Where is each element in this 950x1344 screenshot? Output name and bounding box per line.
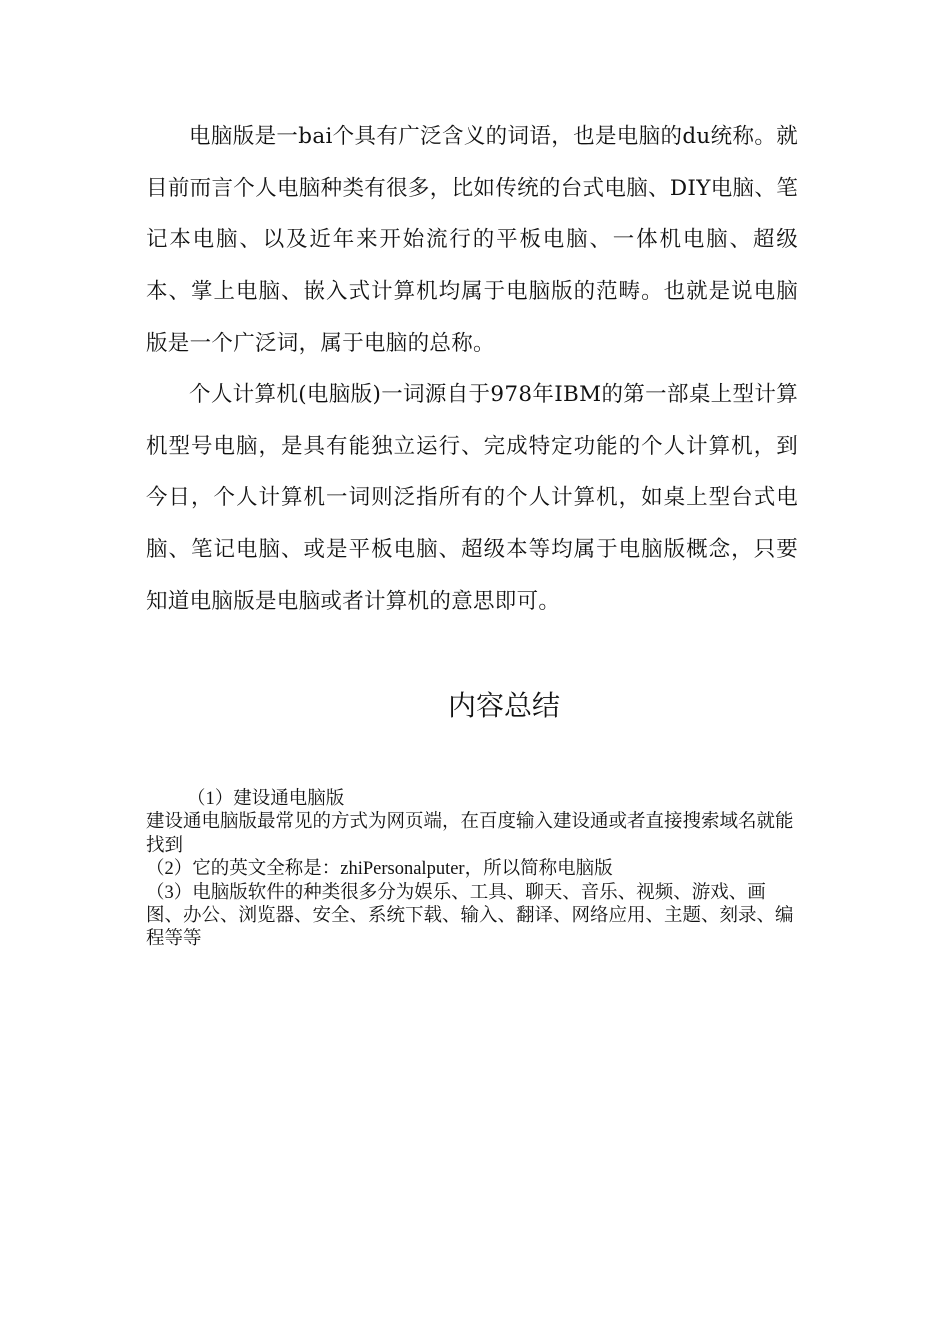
summary-item: 建设通电脑版最常见的方式为网页端，在百度输入建设通或者直接搜索域名就能找到 bbox=[146, 812, 794, 856]
summary-item: （1）建设通电脑版 bbox=[187, 789, 345, 809]
summary-item: （3）电脑版软件的种类很多分为娱乐、工具、聊天、音乐、视频、游戏、画图、办公、浏览器、安全、系统下载、输入、翻译、网络应用、主题、刻录、编程等等 bbox=[146, 882, 794, 950]
body-paragraph: 个人计算机(电脑版)一词源自于978年IBM的第一部桌上型计算机型号电脑，是具有能独立运行、完成特定功能的个人计算机，到今日，个人计算机一词则泛指所有的个人计算机，如桌上型台式电脑、笔记电脑、或是平板电脑、超级本等均属于电脑版概念，只要知道电脑版是电脑或者计算机的意思即可。 bbox=[146, 382, 798, 614]
summary-heading: 内容总结 bbox=[447, 689, 560, 722]
body-paragraph: 电脑版是一bai个具有广泛含义的词语，也是电脑的du统称。就目前而言个人电脑种类有很多，比如传统的台式电脑、DIY电脑、笔记本电脑、以及近年来开始流行的平板电脑、一体机电脑、超级本、掌上电脑、嵌入式计算机均属于电脑版的范畴。也就是说电脑版是一个广泛词，属于电脑的总称。 bbox=[146, 124, 798, 356]
summary-section bbox=[146, 788, 798, 952]
summary-item: （2）它的英文全称是：zhiPersonalputer，所以简称电脑版 bbox=[146, 859, 613, 880]
